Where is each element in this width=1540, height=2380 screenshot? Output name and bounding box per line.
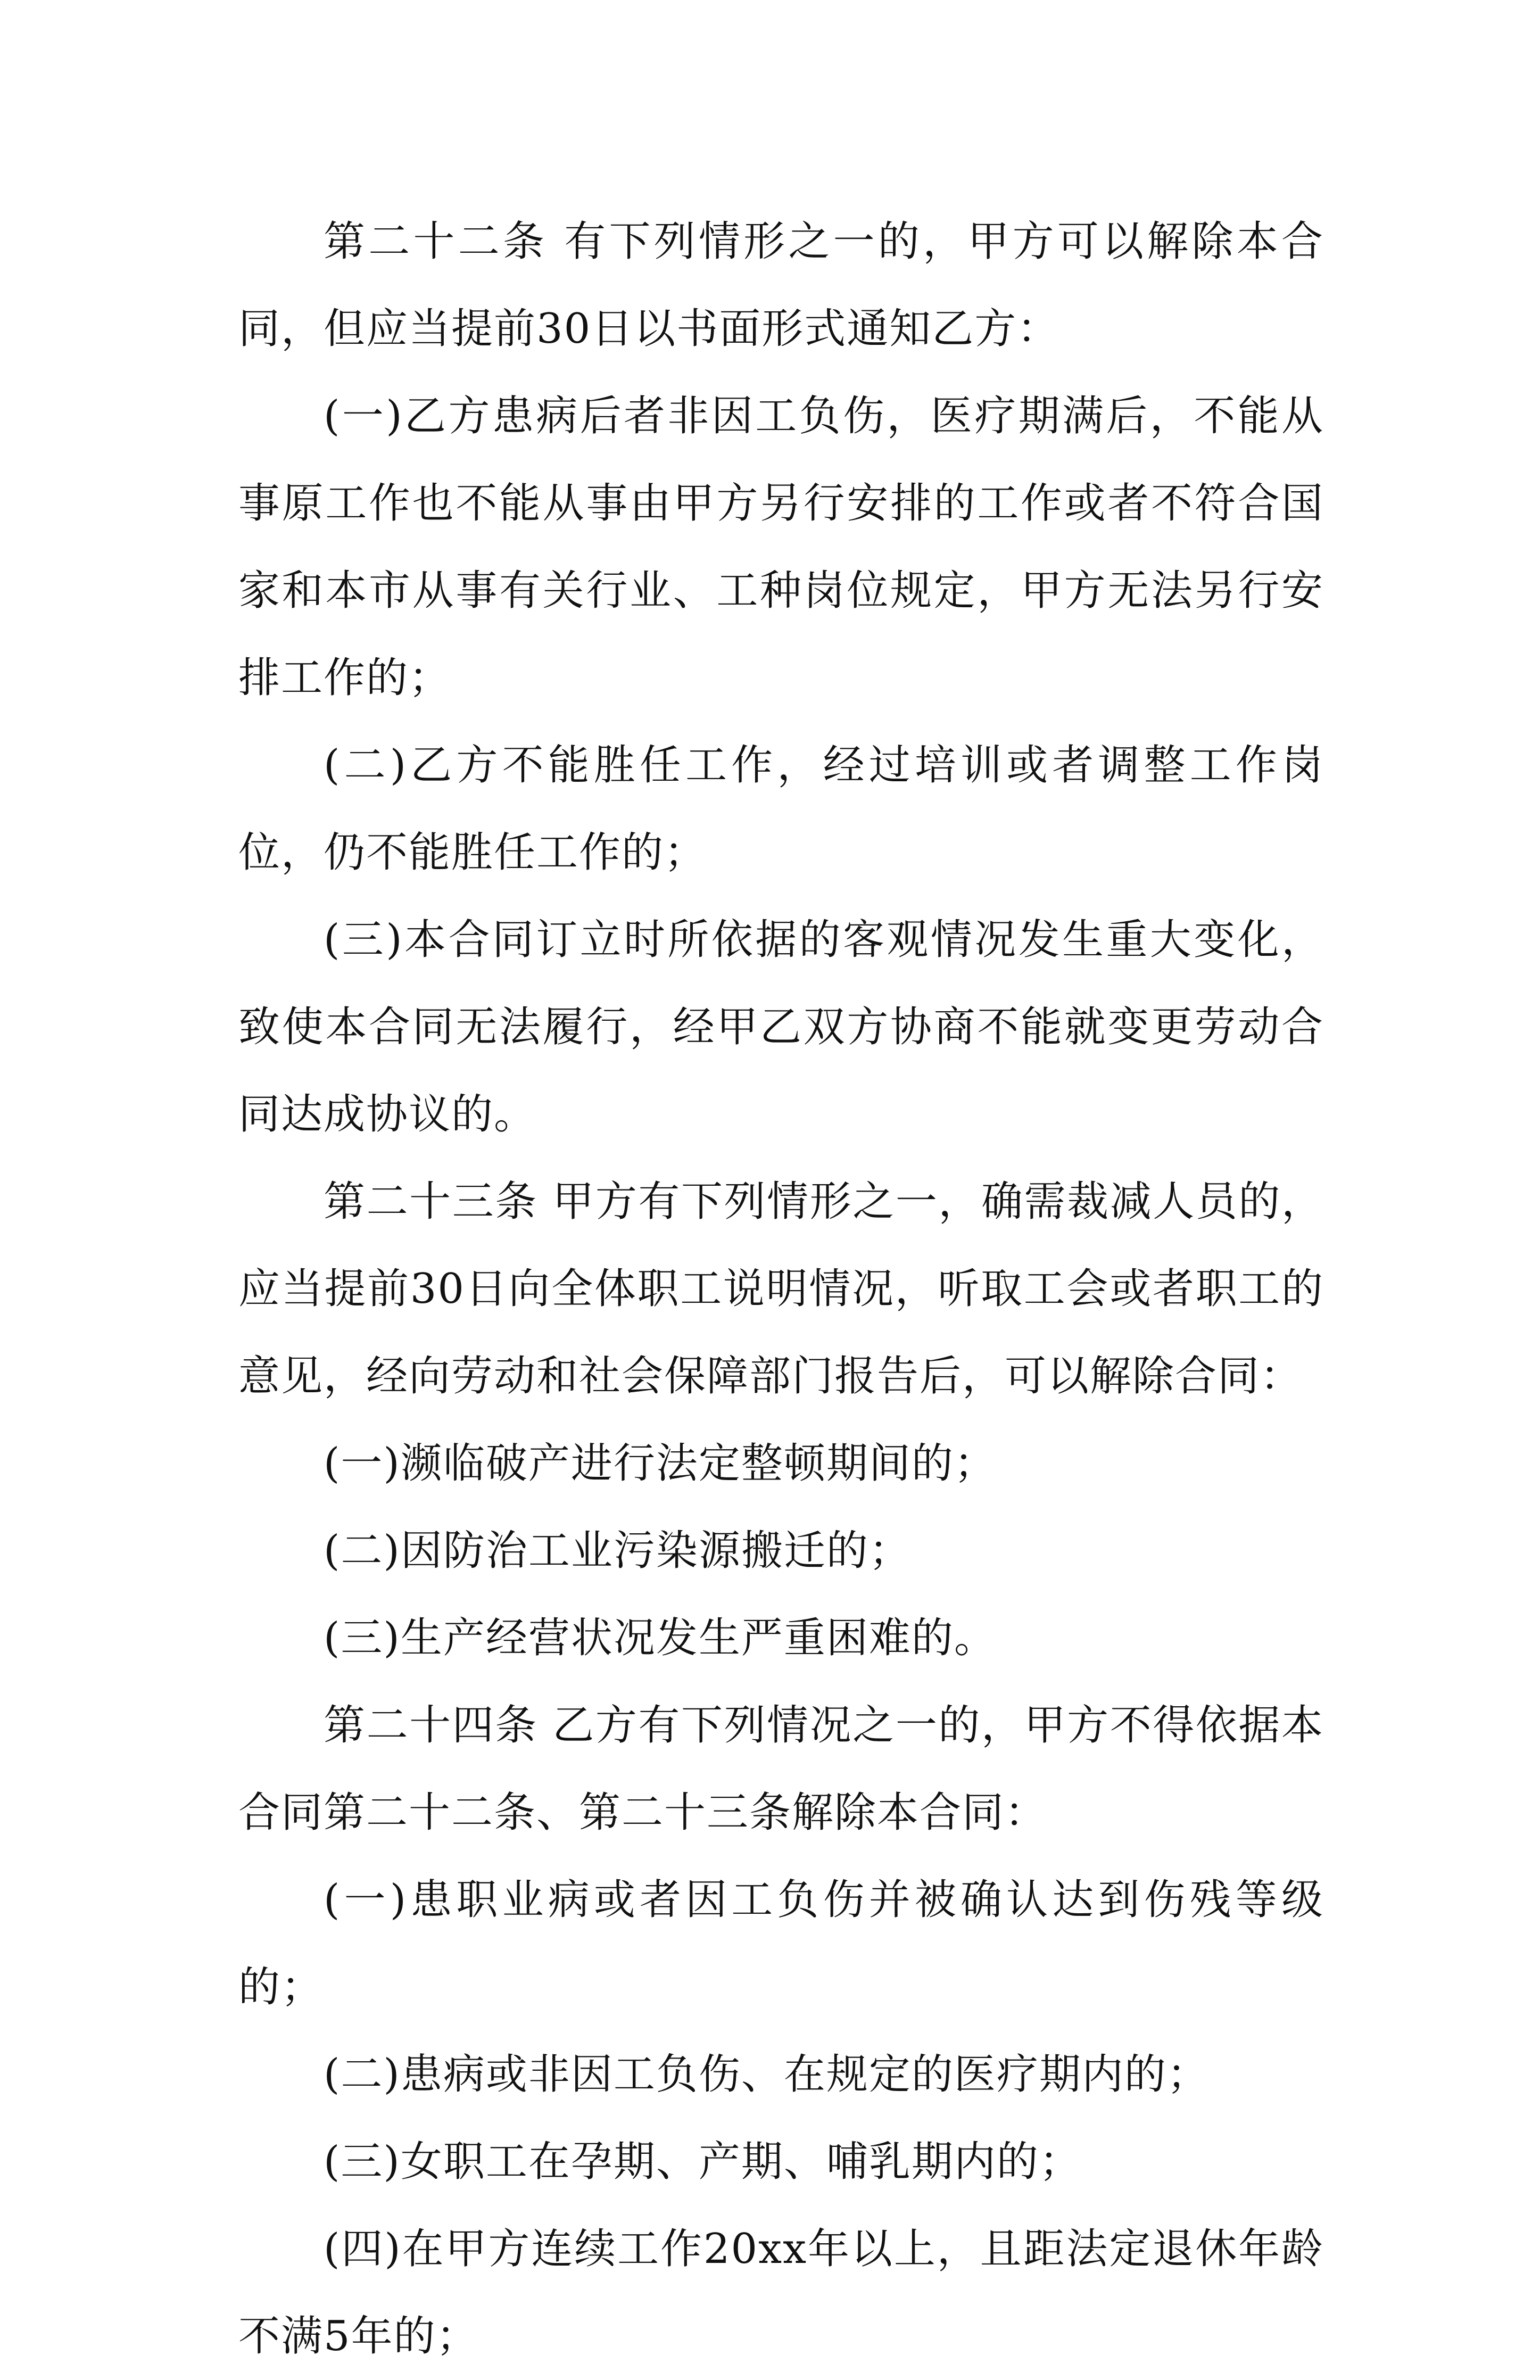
article-24-paragraph: 第二十四条 乙方有下列情况之一的，甲方不得依据本合同第二十二条、第二十三条解除本合同： [238,1701,1324,1837]
article-23-item-2: (二)因防治工业污染源搬迁的； [324,1527,912,1575]
article-22-paragraph: 第二十二条 有下列情形之一的，甲方可以解除本合同，但应当提前30日以书面形式通知乙方： [238,218,1324,353]
document-body [238,198,1324,2380]
article-23-item-1: (一)濒临破产进行法定整顿期间的； [324,1440,997,1488]
article-24-item-2: (二)患病或非因工负伤、在规定的医疗期内的； [324,2051,1210,2098]
article-23-paragraph: 第二十三条 甲方有下列情形之一，确需裁减人员的，应当提前30日向全体职工说明情况，听取工会或者职工的意见，经向劳动和社会保障部门报告后，可以解除合同： [238,1178,1324,1400]
article-24-item-1: (一)患职业病或者因工负伤并被确认达到伤残等级的； [238,1876,1324,2011]
article-22-item-3: (三)本合同订立时所依据的客观情况发生重大变化，致使本合同无法履行，经甲乙双方协商不能就变更劳动合同达成协议的。 [238,916,1324,1138]
article-22-item-2: (二)乙方不能胜任工作，经过培训或者调整工作岗位，仍不能胜任工作的； [238,741,1324,877]
article-24-item-3: (三)女职工在孕期、产期、哺乳期内的； [324,2138,1082,2186]
article-23-item-3: (三)生产经营状况发生严重困难的。 [324,1614,997,1662]
article-22-item-1: (一)乙方患病后者非因工负伤，医疗期满后，不能从事原工作也不能从事由甲方另行安排的工作或者不符合国家和本市从事有关行业、工种岗位规定，甲方无法另行安排工作的； [238,392,1324,702]
article-24-item-4: (四)在甲方连续工作20xx年以上，且距法定退休年龄不满5年的； [238,2225,1324,2360]
